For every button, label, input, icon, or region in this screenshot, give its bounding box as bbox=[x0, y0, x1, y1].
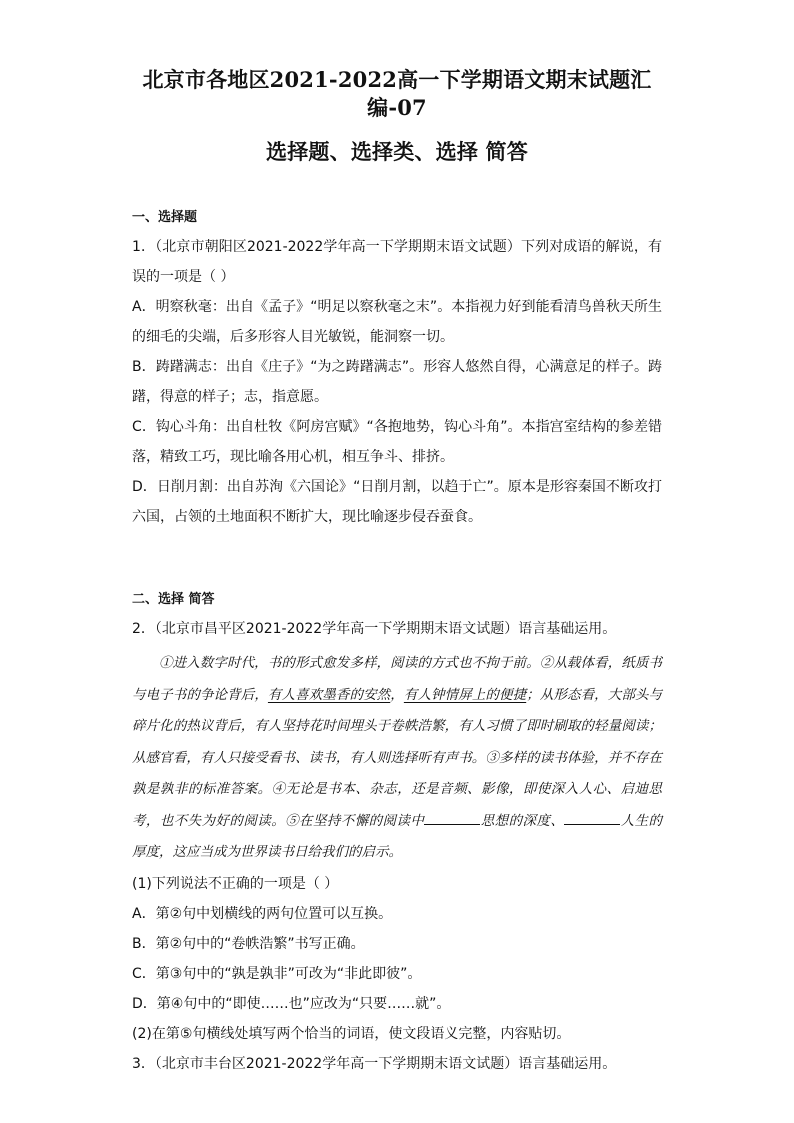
underlined-sentence: 有人钟情屏上的便捷 bbox=[403, 686, 527, 703]
fill-blank bbox=[564, 810, 620, 825]
section-heading: 一、选择题 bbox=[132, 210, 198, 225]
document-subtitle: 选择题、选择类、选择 简答 bbox=[266, 139, 528, 164]
passage-text: ；从形态看，大部头与碎片化的热议背后，有人坚持花时间埋头于卷帙浩繁，有人习惯了即时刷取的轻量阅读；从感官看，有人只接受看书、读书，有人则选择听有声书。③多样的读书体验，并不存在孰是孰非的标准答案。④无论是书本、杂志，还是音频、影像，即使深入人心、启迪思考，也不失为好的阅读。⑤在坚持不懈的阅读中 bbox=[132, 686, 663, 829]
section-heading: 二、选择 简答 bbox=[132, 592, 215, 607]
question-1-option-d: D．日削月割：出自苏洵《六国论》“日削月割，以趋于亡”。原本是形容秦国不断攻打六国，占领的土地面积不断扩大，现比喻逐步侵吞蚕食。 bbox=[132, 479, 662, 525]
document-title: 北京市各地区2021-2022高一下学期语文期末试题汇编-07 bbox=[142, 67, 652, 120]
underlined-sentence: 有人喜欢墨香的安然 bbox=[267, 686, 391, 703]
question-2-sub1-stem: (1)下列说法不正确的一项是（ ） bbox=[132, 875, 339, 892]
question-2-stem: 2．（北京市昌平区2021-2022学年高一下学期期末语文试题）语言基础运用。 bbox=[132, 621, 617, 637]
passage-text: ①进入数字时代，书的形式愈发多样，阅读的方式也不拘于前。②从载体看，纸质书与电子书的争论背后， bbox=[132, 655, 662, 703]
passage-text: ， bbox=[390, 686, 404, 703]
question-1-option-a: A．明察秋毫：出自《孟子》“明足以察秋毫之末”。本指视力好到能看清鸟兽秋天所生的细毛的尖端，后多形容人目光敏锐，能洞察一切。 bbox=[132, 299, 662, 345]
passage-text: 思想的深度、 bbox=[480, 812, 565, 829]
fill-blank bbox=[424, 810, 480, 825]
question-2-sub1-option-a: A．第②句中划横线的两句位置可以互换。 bbox=[132, 905, 393, 922]
question-1-option-c: C．钩心斗角：出自杜牧《阿房宫赋》“各抱地势，钩心斗角”。本指宫室结构的参差错落，精致工巧，现比喻各用心机，相互争斗、排挤。 bbox=[132, 419, 662, 465]
passage-text: 人生的厚度，这应当成为世界读书日给我们的启示。 bbox=[132, 812, 663, 860]
question-2-sub1-option-d: D．第④句中的“即使……也”应改为“只要……就”。 bbox=[132, 995, 451, 1012]
question-2-sub2-stem: (2)在第⑤句横线处填写两个恰当的词语，使文段语义完整，内容贴切。 bbox=[132, 1025, 571, 1042]
reading-passage bbox=[132, 648, 662, 869]
section-choice bbox=[132, 208, 662, 532]
question-1-stem: 1．（北京市朝阳区2021-2022学年高一下学期期末语文试题）下列对成语的解说，有误的一项是（ ） bbox=[132, 239, 662, 285]
question-2-sub1-option-b: B．第②句中的“卷帙浩繁”书写正确。 bbox=[132, 935, 365, 952]
question-3-stem: 3．（北京市丰台区2021-2022学年高一下学期期末语文试题）语言基础运用。 bbox=[132, 1055, 617, 1072]
question-2-sub1-option-c: C．第③句中的“孰是孰非”可改为“非此即彼”。 bbox=[132, 965, 422, 982]
section-choice-short-answer bbox=[132, 590, 662, 1079]
question-1-option-b: B．踌躇满志：出自《庄子》“为之踌躇满志”。形容人悠然自得，心满意足的样子。踌躇，得意的样子；志，指意愿。 bbox=[132, 359, 662, 405]
